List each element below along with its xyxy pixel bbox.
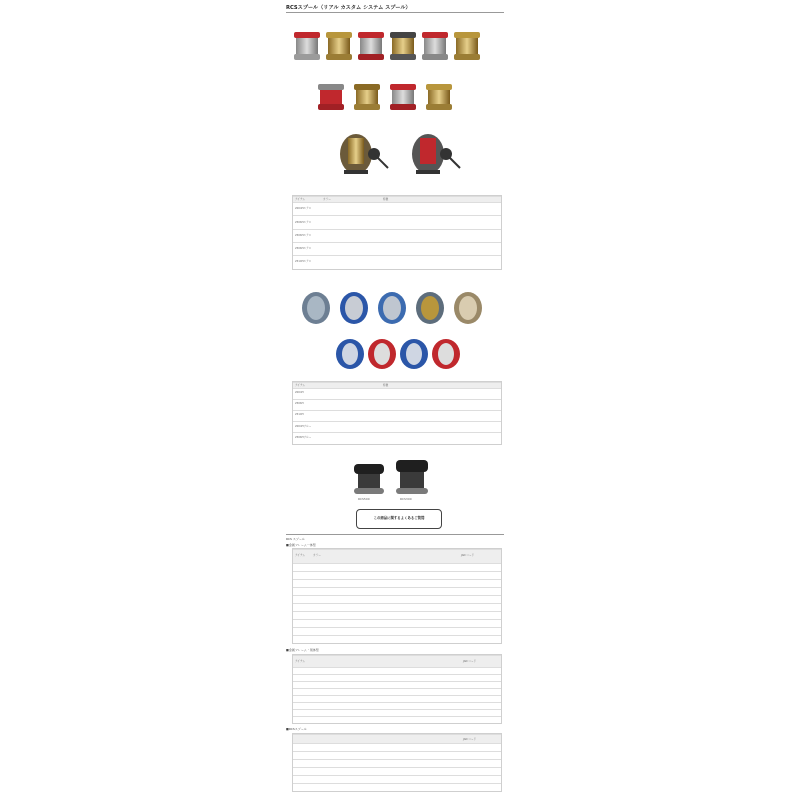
- table-row: [293, 215, 501, 230]
- spool-image: [340, 292, 368, 324]
- dark-spool-right: [396, 460, 428, 494]
- spec-subtitle-2: ■金属フレーム・別体型: [286, 648, 319, 652]
- header-feature: 特徴: [383, 198, 389, 201]
- spool-image: [454, 292, 482, 324]
- title-divider: [286, 12, 504, 13]
- table-row: [293, 432, 501, 444]
- table-cell: 2510H: [295, 413, 304, 416]
- reel-gold-image: [340, 134, 388, 174]
- spec-divider: [286, 534, 504, 535]
- spec-table-1: [292, 195, 502, 270]
- mounted-reel-images: [326, 124, 476, 186]
- spec-title: RCS スプール: [286, 537, 305, 541]
- spool-row-2: [314, 82, 484, 124]
- table-row: [293, 635, 501, 644]
- spec-subtitle-3: ■RCSスプール: [286, 727, 307, 731]
- faq-button-label: この商品に関するよくあるご質問: [373, 516, 425, 520]
- spool-row-3: [286, 290, 504, 330]
- spool-image: [294, 32, 320, 60]
- header-item: アイテム: [295, 554, 306, 557]
- spool-image: [326, 32, 352, 60]
- dark-spool-left: [354, 464, 384, 494]
- spool-image: [378, 292, 406, 324]
- header-item: アイテム: [295, 384, 306, 387]
- knob-caption-left: RCS500: [358, 497, 370, 501]
- reel-red-image: [412, 134, 460, 174]
- spool-image: [390, 84, 416, 110]
- spool-row-1: [286, 30, 504, 78]
- table-cell: 2506Hエアロ: [295, 247, 312, 250]
- header-jan: JAN コード: [463, 738, 477, 741]
- spool-image: [354, 84, 380, 110]
- table-cell: 2506Hエアロ: [295, 234, 312, 237]
- faq-button[interactable]: [356, 509, 442, 529]
- table-cell: 2506Hエアロ: [295, 221, 312, 224]
- table-row: [293, 716, 501, 724]
- table-cell: 2506H: [295, 402, 304, 405]
- table-cell: 2506Hブルー: [295, 436, 312, 439]
- spool-image: [422, 32, 448, 60]
- table-cell: 2004Hブルー: [295, 425, 312, 428]
- header-jan: JAN コード: [463, 660, 477, 663]
- spec-table-5: [292, 733, 502, 792]
- spec-subtitle-1: ■金属フレーム一体型: [286, 543, 316, 547]
- spec-table-2: [292, 381, 502, 445]
- knob-caption-right: RCS300: [400, 497, 412, 501]
- spool-image: [400, 339, 428, 369]
- header-color: カラー: [323, 198, 331, 201]
- table-row: [293, 783, 501, 792]
- header-color: カラー: [313, 554, 321, 557]
- spec-table-4: [292, 654, 502, 724]
- table-row: [293, 202, 501, 216]
- table-cell: 2004Hエアロ: [295, 207, 312, 210]
- spool-image: [454, 32, 480, 60]
- header-jan: JAN コード: [461, 554, 475, 557]
- page-title: RCSスプール（リアル カスタム システム スプール）: [286, 5, 411, 11]
- spool-image: [390, 32, 416, 60]
- header-item: アイテム: [295, 198, 306, 201]
- spool-image: [416, 292, 444, 324]
- spool-image: [302, 292, 330, 324]
- table-row: [293, 255, 501, 269]
- table-cell: 2004H: [295, 391, 304, 394]
- dark-spool-images: [346, 458, 446, 502]
- spool-image: [426, 84, 452, 110]
- spool-image: [336, 339, 364, 369]
- table-row: [293, 229, 501, 243]
- table-row: [293, 242, 501, 256]
- spool-image: [368, 339, 396, 369]
- spool-image: [358, 32, 384, 60]
- header-feature: 特徴: [383, 384, 389, 387]
- spool-row-4: [334, 336, 464, 374]
- spool-image: [318, 84, 344, 110]
- table-cell: 2510Hエアロ: [295, 260, 312, 263]
- spool-image: [432, 339, 460, 369]
- header-item: アイテム: [295, 660, 306, 663]
- product-page: [286, 0, 504, 800]
- spec-table-3: [292, 548, 502, 644]
